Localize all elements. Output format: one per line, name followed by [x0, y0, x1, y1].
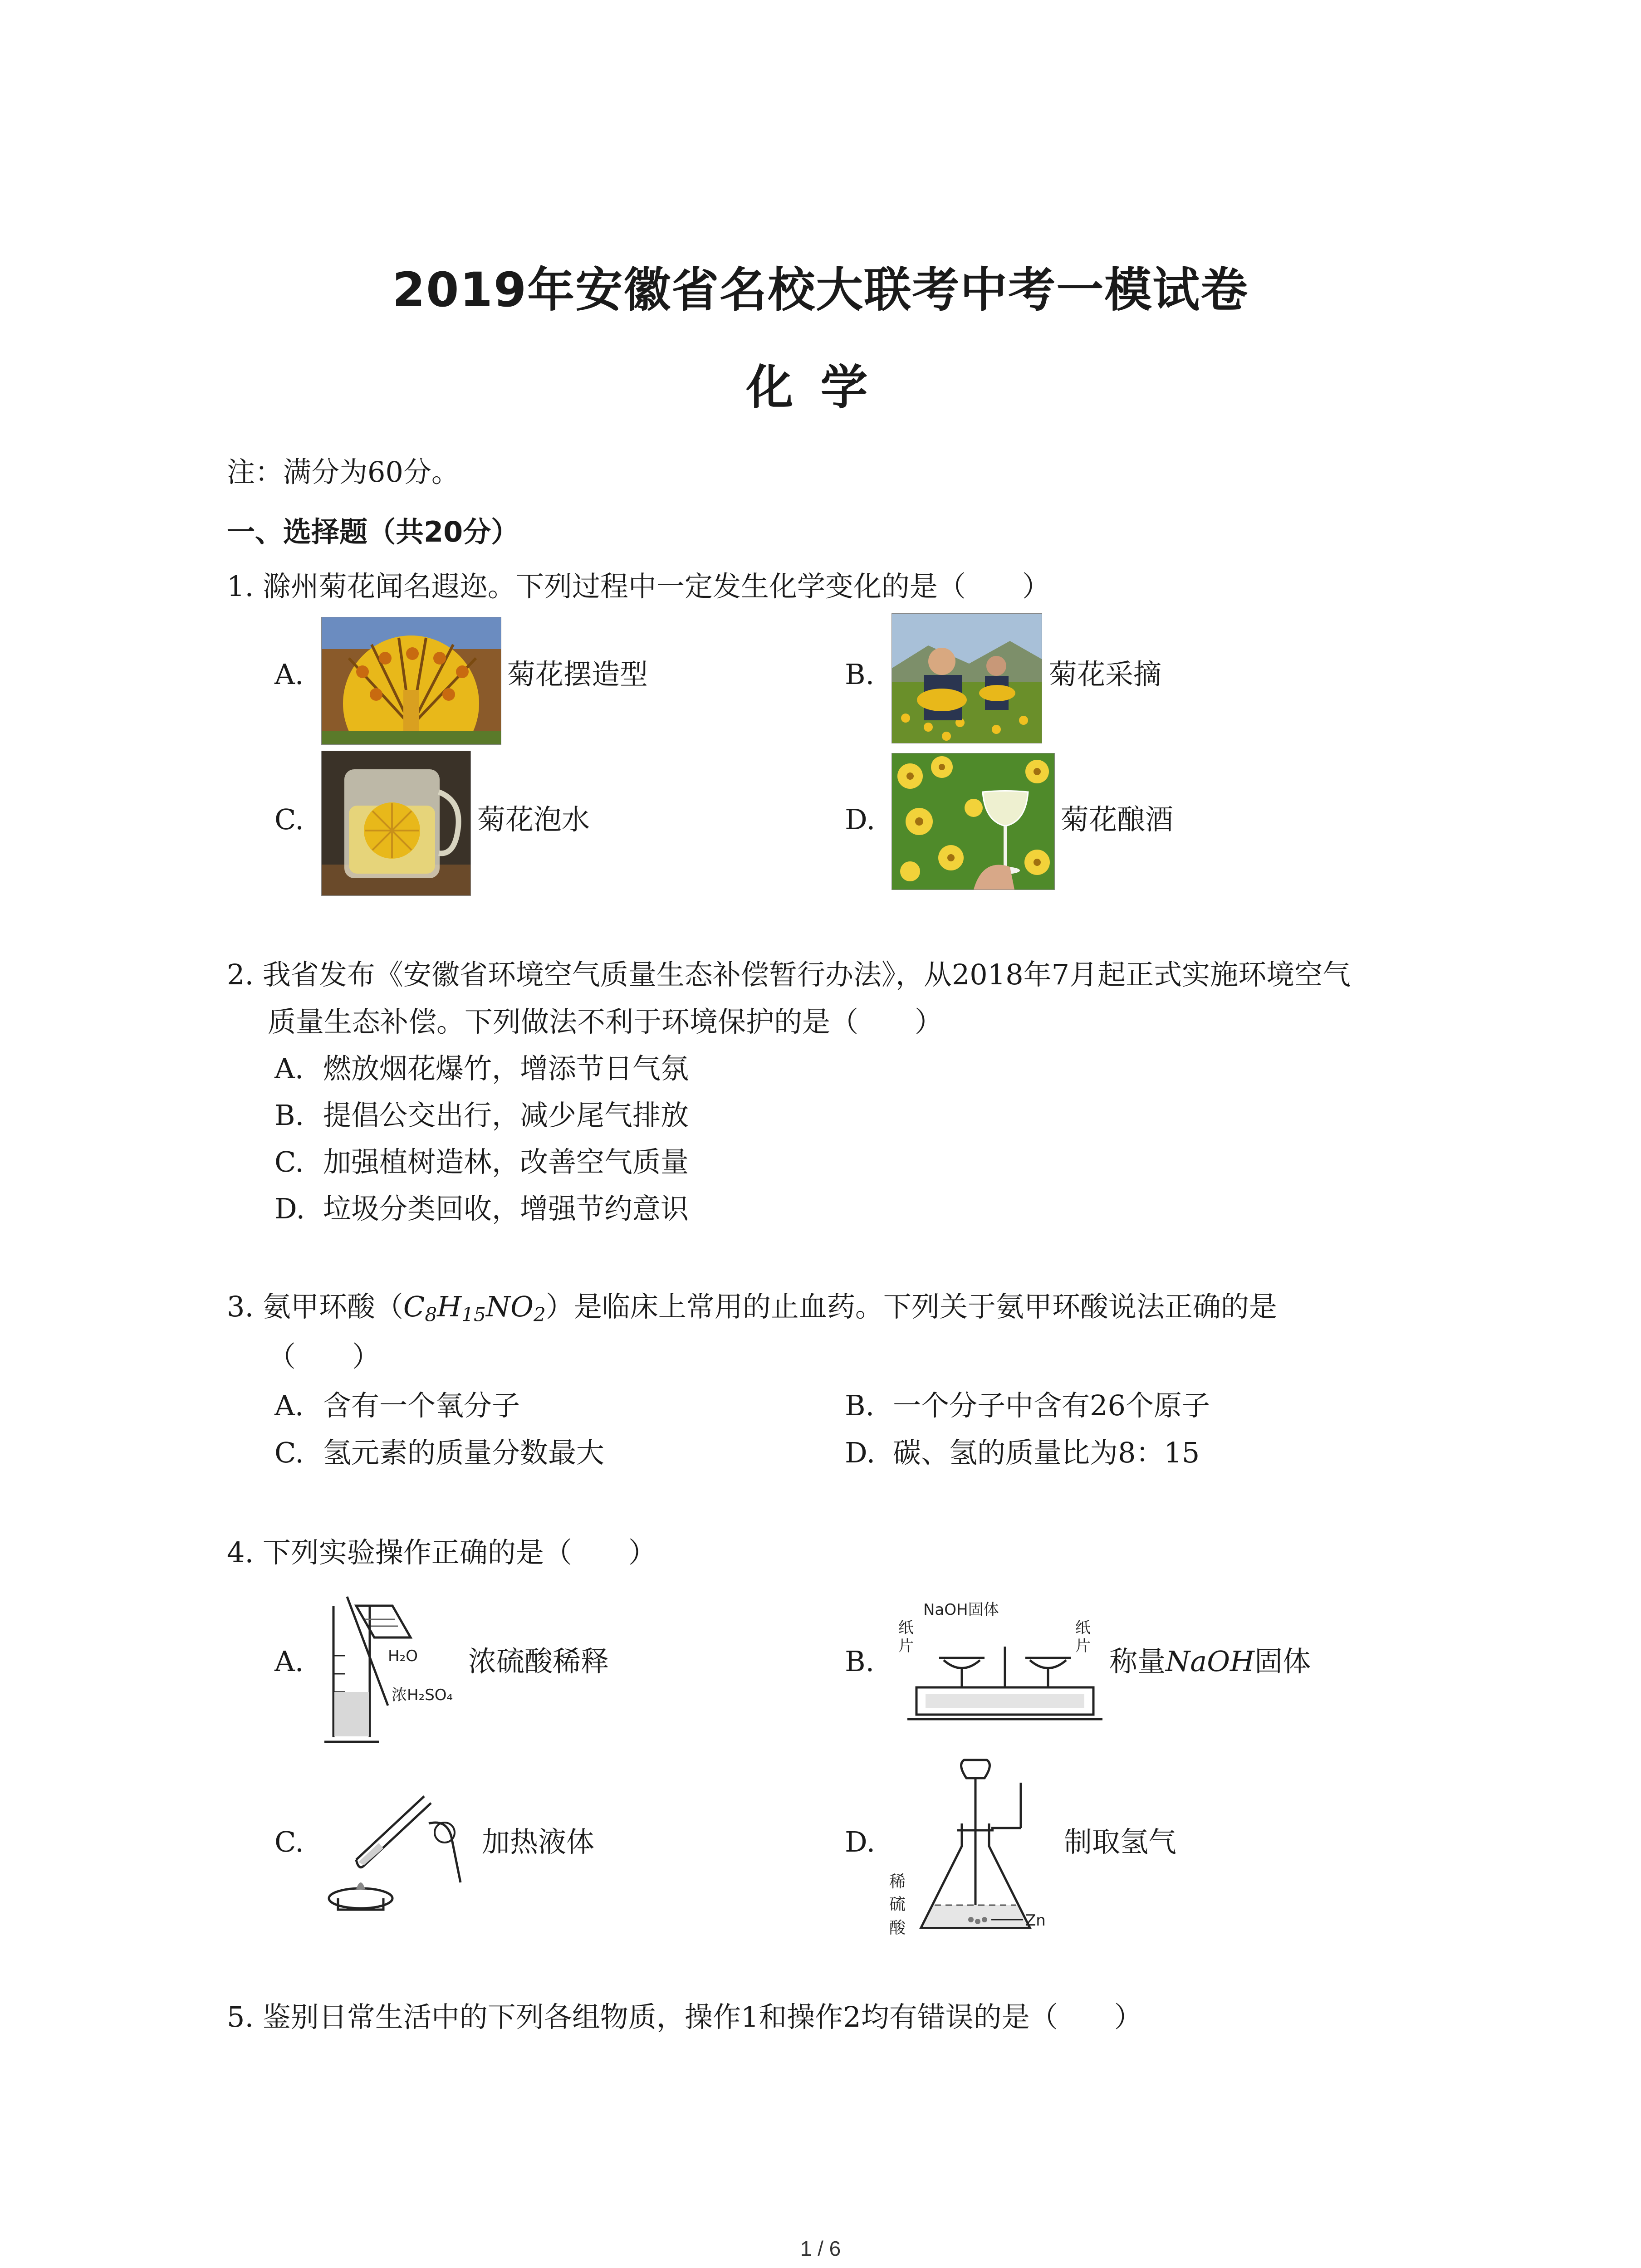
q2-option-d-text: 垃圾分类回收，增强节约意识: [323, 1192, 689, 1225]
page-number: 1 / 6: [800, 2237, 841, 2260]
q1-image-peacock-chrysanthemum: [321, 617, 501, 745]
q4-option-c-letter: C.: [274, 1825, 304, 1858]
q2-option-a-text: 燃放烟花爆竹，增添节日气氛: [323, 1052, 689, 1085]
label-zn: Zn: [1025, 1911, 1046, 1930]
q2-option-a-letter: A.: [274, 1052, 304, 1085]
q1-option-c-letter: C.: [274, 803, 304, 836]
label-h2o: H₂O: [388, 1647, 418, 1665]
q3-stem-suffix: ）是临床上常用的止血药。下列关于氨甲环酸说法正确的是: [545, 1290, 1277, 1323]
q4-stem: 4. 下列实验操作正确的是（ ）: [227, 1536, 656, 1569]
label-paper-left-2: 片: [898, 1637, 914, 1655]
label-paper-right-2: 片: [1075, 1637, 1091, 1655]
label-naoh-solid: NaOH固体: [923, 1601, 999, 1619]
exam-title: 2019年安徽省名校大联考中考一模试卷: [392, 262, 1249, 318]
q4-diagram-acid-dilution: [320, 1588, 470, 1751]
q2-option-c-letter: C.: [274, 1145, 304, 1178]
q3-answer-paren: （ ）: [268, 1340, 381, 1373]
label-dilute-3: 酸: [889, 1919, 906, 1937]
q3-stem-line1: [227, 1290, 1277, 1326]
q1-image-chrysanthemum-wine: [892, 753, 1055, 890]
q3-formula: $C_8H_{15}NO_2$: [403, 1290, 546, 1326]
q3-option-b-text: 一个分子中含有26个原子: [893, 1389, 1210, 1422]
subject-title: 化学: [746, 360, 895, 415]
label-paper-left-1: 纸: [898, 1619, 914, 1637]
q1-option-d-text: 菊花酿酒: [1061, 803, 1174, 836]
q3-option-a-text: 含有一个氧分子: [323, 1389, 520, 1422]
q1-option-b-text: 菊花采摘: [1049, 658, 1162, 691]
q4-diagram-balance: [889, 1597, 1107, 1733]
cylinder-funnel-diagram: [320, 1588, 470, 1751]
q3-option-c-text: 氢元素的质量分数最大: [323, 1436, 605, 1469]
label-paper-right-1: 纸: [1075, 1619, 1091, 1637]
q4-option-b-text: 称量NaOH固体: [1109, 1645, 1311, 1678]
q1-option-c-text: 菊花泡水: [477, 803, 590, 836]
section-heading: 一、选择题（共20分）: [227, 515, 519, 548]
q3-option-b-letter: B.: [845, 1389, 875, 1422]
q2-stem-line2: 质量生态补偿。下列做法不利于环境保护的是（ ）: [268, 1005, 943, 1038]
q3-option-d-letter: D.: [845, 1436, 876, 1469]
q1-image-picking-chrysanthemum: [892, 613, 1042, 743]
q4-option-d-text: 制取氢气: [1064, 1825, 1177, 1858]
q4-option-a-letter: A.: [274, 1645, 304, 1678]
q1-option-a-text: 菊花摆造型: [507, 658, 648, 691]
q2-option-b-text: 提倡公交出行，减少尾气排放: [323, 1099, 689, 1132]
q4-option-b-letter: B.: [845, 1645, 875, 1678]
q5-stem: 5. 鉴别日常生活中的下列各组物质，操作1和操作2均有错误的是（ ）: [227, 2000, 1142, 2033]
q4-diagram-heating-liquid: [320, 1769, 470, 1919]
q3-stem-prefix: 3. 氨甲环酸（: [227, 1290, 403, 1323]
test-tube-heating-diagram: [320, 1769, 470, 1919]
q4-option-c-text: 加热液体: [482, 1825, 595, 1858]
q2-option-c-text: 加强植树造林，改善空气质量: [323, 1145, 689, 1178]
q3-option-c-letter: C.: [274, 1436, 304, 1469]
label-dilute-1: 稀: [889, 1872, 906, 1891]
q2-stem-line1: 2. 我省发布《安徽省环境空气质量生态补偿暂行办法》，从2018年7月起正式实施环境空气: [227, 958, 1351, 991]
label-conc-h2so4: 浓H₂SO₄: [392, 1686, 453, 1704]
balance-scale-diagram: [889, 1597, 1107, 1733]
flask-funnel-diagram: [889, 1755, 1080, 1946]
q1-option-b-letter: B.: [845, 658, 875, 691]
q1-option-d-letter: D.: [845, 803, 876, 836]
q1-option-a-letter: A.: [274, 658, 304, 691]
q4-diagram-hydrogen-generator: [889, 1755, 1080, 1946]
q1-image-chrysanthemum-tea: [321, 751, 471, 896]
label-dilute-2: 硫: [889, 1895, 906, 1914]
q3-option-a-letter: A.: [274, 1389, 304, 1422]
score-note: 注：满分为60分。: [227, 455, 460, 489]
q4-option-a-text: 浓硫酸稀释: [468, 1645, 609, 1678]
q2-option-d-letter: D.: [274, 1192, 305, 1225]
q2-option-b-letter: B.: [274, 1099, 304, 1132]
q4-option-d-letter: D.: [845, 1825, 876, 1858]
q3-option-d-text: 碳、氢的质量比为8：15: [893, 1436, 1200, 1469]
q1-stem: 1. 滁州菊花闻名遐迩。下列过程中一定发生化学变化的是（ ）: [227, 570, 1050, 603]
